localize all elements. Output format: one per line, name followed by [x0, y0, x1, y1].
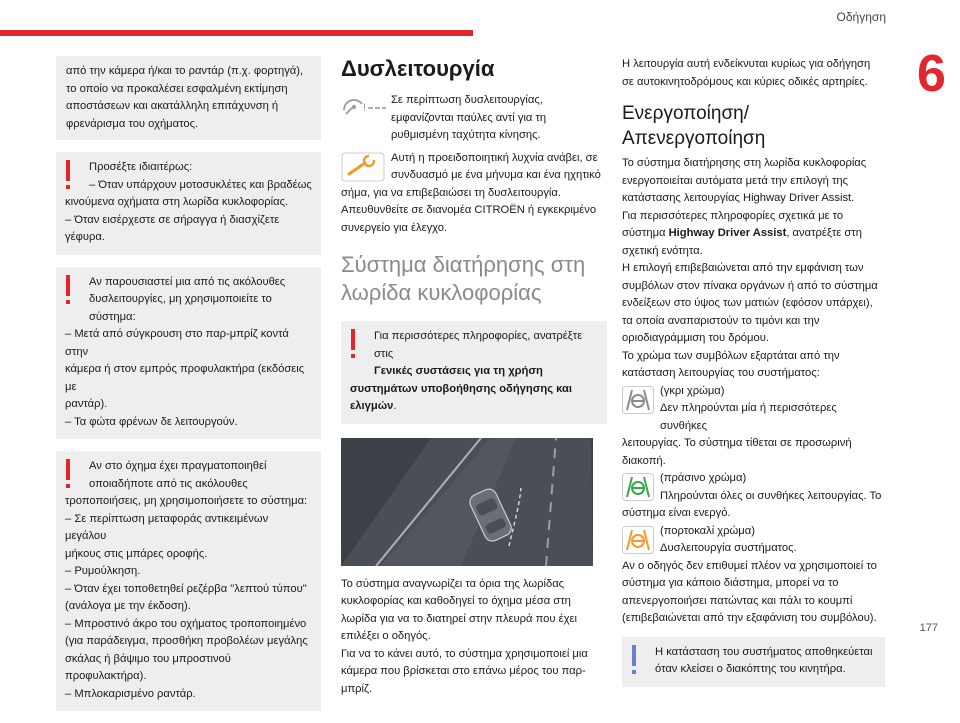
- section-heading-activation: [622, 101, 885, 151]
- warning-lamp-row: [341, 150, 607, 185]
- warning-line: σκάλας ή βάψιμο του μπροστινού προφυλακτήρα).: [65, 652, 231, 682]
- grey-state-text: Δεν πληρούνται μία ή περισσότερες συνθήκες: [660, 402, 837, 432]
- grey-state-row: [622, 383, 885, 436]
- green-state-row: [622, 470, 885, 505]
- chapter-color-bar: [0, 30, 473, 36]
- intro-box: [56, 56, 321, 140]
- warning-lead: Προσέξτε ιδιαιτέρως:: [89, 161, 193, 173]
- warning-line: (για παράδειγμα, προσθήκη προβολέων μεγάλης: [65, 635, 308, 647]
- section-title-line: Σύστημα διατήρησης στη: [341, 252, 586, 277]
- info-text: όταν κλείσει ο διακόπτης του κινητήρα.: [655, 663, 846, 675]
- warning-line: – Τα φώτα φρένων δε λειτουργούν.: [65, 415, 238, 428]
- warning-line: – Μπροστινό άκρο του οχήματος τροποποιημένο: [65, 617, 307, 630]
- heading-line: Απενεργοποίηση: [622, 128, 766, 149]
- warning-line: – Ρυμούλκηση.: [65, 565, 141, 577]
- intro-text: από την κάμερα ή/και το ραντάρ (π.χ. φορτηγά), το οποίο να προκαλέσει εσφαλμένη εκτίμηση αποστάσεων και ακατάλληλη επιτάχυνση ή φρενάρισμα του οχήματος.: [66, 65, 304, 130]
- green-state-label: (πράσινο χρώμα): [660, 472, 747, 484]
- section-title-lane-keeping: [341, 251, 607, 307]
- warning-lamp-text-continued: σήμα, για να επιβεβαιώσει τη δυσλειτουργία. Απευθυνθείτε σε διανομέα CITROËN ή εγκεκριμένο συνεργείο για έλεγχο.: [341, 186, 597, 234]
- info-box-memory: [622, 637, 885, 687]
- deactivation-text: Αν ο οδηγός δεν επιθυμεί πλέον να χρησιμοποιεί το σύστημα για κάποιο διάστημα, μπορεί να το απενεργοποιήσει πατώντας και πάλι το κουμπί (επιβεβαιώνεται από την εξαφάνιση του συμβόλου).: [622, 559, 877, 624]
- malfunction-text: εμφανίζονται παύλες αντί για τη: [391, 111, 547, 124]
- heading-line: Ενεργοποίηση/: [622, 103, 750, 124]
- warning-line: – Όταν έχει τοποθετηθεί ρεζέρβα "λεπτού τύπου": [65, 582, 307, 595]
- warning-lead: Αν στο όχημα έχει πραγματοποιηθεί: [89, 460, 267, 472]
- hda-bold-text: Highway Driver Assist: [668, 227, 787, 239]
- warning-line: κάμερα ή στον εμπρός προφυλακτήρα (εκδόσεις με: [65, 363, 305, 393]
- orange-state-text: Δυσλειτουργία συστήματος.: [660, 542, 797, 554]
- warning-box-1: [56, 152, 321, 255]
- svg-text:!: !: [363, 102, 367, 114]
- info-box-recommendations: [341, 321, 607, 424]
- lane-keeping-description: Το σύστημα αναγνωρίζει τα όρια της λωρίδας κυκλοφορίας και καθοδηγεί το όχημα μέσα στη λωρίδα για να το διατηρεί στην πλευρά που έχει επιλέξει ο οδηγός.: [341, 577, 577, 642]
- info-text: Η κατάσταση του συστήματος αποθηκεύεται: [655, 645, 873, 658]
- warning-line: (ανάλογα με την έκδοση).: [65, 600, 191, 612]
- info-link-text: Γενικές συστάσεις για τη χρήση: [374, 365, 543, 377]
- warning-lead: δυσλειτουργίες, μη χρησιμοποιείτε το σύστημα:: [89, 293, 272, 323]
- chapter-number: 6: [917, 45, 946, 103]
- malfunction-text: ρυθμισμένη ταχύτητα κίνησης.: [391, 129, 541, 141]
- warning-line: – Μπλοκαρισμένο ραντάρ.: [65, 687, 196, 700]
- warning-line: ραντάρ).: [65, 398, 108, 410]
- warning-icon: [349, 329, 357, 359]
- lane-keeping-camera-text: Για να το κάνει αυτό, το σύστημα χρησιμοποιεί μια κάμερα που βρίσκεται στο επάνω μέρος του παρ-μπρίζ.: [341, 647, 588, 695]
- green-state-text-continued: σύστημα είναι ενεργό.: [622, 507, 731, 519]
- info-text: Για περισσότερες πληροφορίες, ανατρέξτε στις: [374, 330, 583, 360]
- section-title-line: λωρίδα κυκλοφορίας: [341, 280, 542, 305]
- hda-text: Για περισσότερες πληροφορίες σχετικά με το σύστημα: [622, 209, 844, 239]
- warning-box-3: [56, 451, 321, 711]
- usage-intro: Η λειτουργία αυτή ενδείκνυται κυρίως για οδήγηση σε αυτοκινητοδρόμους και κύριες οδικές αρτηρίες.: [622, 58, 871, 88]
- warning-lamp-text: συνδυασμό με ένα μήνυμα και ένα ηχητικό: [391, 169, 601, 181]
- warning-line: τροποποιήσεις, μη χρησιμοποιήσετε το σύστημα:: [65, 495, 308, 507]
- warning-lead: Αν παρουσιαστεί μια από τις ακόλουθες: [89, 275, 286, 288]
- grey-state-label: (γκρι χρώμα): [660, 384, 725, 397]
- page-number: 177: [919, 622, 938, 634]
- warning-line: κινούμενα οχήματα στη λωρίδα κυκλοφορίας.: [65, 196, 289, 208]
- warning-icon: [64, 459, 72, 489]
- speedometer-dashes-icon: [341, 94, 387, 118]
- warning-line: – Όταν υπάρχουν μοτοσυκλέτες και βραδέως: [89, 178, 312, 191]
- info-icon: [630, 645, 638, 675]
- activation-text: Το σύστημα διατήρησης στη λωρίδα κυκλοφορίας ενεργοποιείται αυτόματα μετά την επιλογή της κατάστασης λειτουργίας Highway Driver Assist.: [622, 157, 867, 204]
- warning-icon: [64, 275, 72, 305]
- malfunction-text: Σε περίπτωση δυσλειτουργίας,: [391, 94, 543, 106]
- symbol-color-text: Το χρώμα των συμβόλων εξαρτάται από την κατάσταση λειτουργίας του συστήματος:: [622, 349, 840, 379]
- lane-keeping-orange-icon: [622, 526, 654, 554]
- orange-state-row: [622, 523, 885, 558]
- warning-lamp-text: Αυτή η προειδοποιητική λυχνία ανάβει, σε: [391, 151, 598, 164]
- lane-keeping-grey-icon: [622, 386, 654, 414]
- info-link-text: συστημάτων υποβοήθησης οδήγησης και: [350, 382, 572, 395]
- warning-line: – Μετά από σύγκρουση στο παρ-μπρίζ κοντά στην: [65, 328, 289, 358]
- warning-line: μήκους στις μπάρες οροφής.: [65, 547, 208, 560]
- speed-dashes-row: [341, 92, 607, 145]
- lane-keeping-illustration: [341, 438, 593, 566]
- info-link-text: ελιγμών: [350, 400, 394, 412]
- warning-line: – Όταν εισέρχεστε σε σήραγγα ή διασχίζετε: [65, 213, 280, 226]
- orange-state-label: (πορτοκαλί χρώμα): [660, 524, 755, 537]
- warning-line: – Σε περίπτωση μεταφοράς αντικειμένων μεγάλου: [65, 512, 269, 542]
- grey-state-text-continued: λειτουργίας. Το σύστημα τίθεται σε προσωρινή διακοπή.: [622, 437, 852, 467]
- warning-icon: [64, 160, 72, 190]
- warning-line: γέφυρα.: [65, 231, 105, 243]
- page-header-title: Οδήγηση: [836, 10, 886, 24]
- warning-lead: οποιαδήποτε από τις ακόλουθες: [89, 477, 248, 490]
- column-right: [622, 56, 885, 699]
- hda-text: , ανατρέξτε στη σχετική ενότητα.: [622, 227, 862, 257]
- info-text-end: .: [393, 400, 397, 412]
- symbol-display-text: Η επιλογή επιβεβαιώνεται από την εμφάνιση των συμβόλων στον πίνακα οργάνων ή από το σύστημα ενδείξεων στο ύψος των ματιών (εφόσον υπάρχει), τα οποία αναπαριστούν το τιμόνι και την οριοδιαγράμμιση του δρόμου.: [622, 262, 878, 344]
- section-heading-malfunction: Δυσλειτουργία: [341, 56, 495, 81]
- warning-box-2: [56, 267, 321, 440]
- road-car-illustration-icon: [341, 438, 593, 566]
- green-state-text: Πληρούνται όλες οι συνθήκες λειτουργίας. Το: [660, 489, 882, 502]
- wrench-warning-lamp-icon: [341, 152, 387, 182]
- lane-keeping-green-icon: [622, 473, 654, 501]
- column-left: [56, 56, 321, 723]
- column-middle: [341, 56, 607, 698]
